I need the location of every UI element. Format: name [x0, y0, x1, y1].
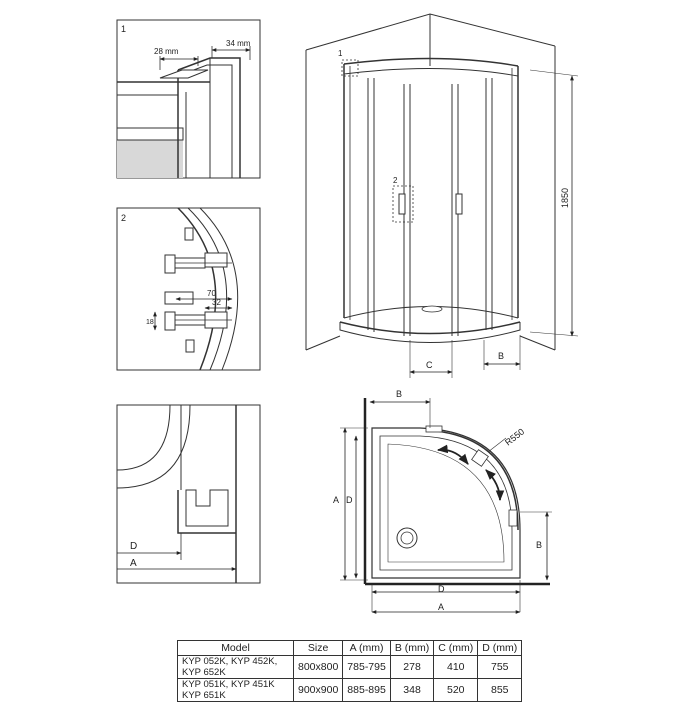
header-size: Size	[294, 641, 343, 656]
row-model: KYP 051K, KYP 451K KYP 651K	[178, 679, 294, 702]
perspective-height-label: 1850	[560, 187, 570, 208]
header-a: A (mm)	[343, 641, 391, 656]
perspective-c-label: C	[426, 360, 433, 370]
detail-3-tray-edge	[117, 405, 260, 583]
table-row	[178, 679, 522, 702]
row-c: 520	[434, 679, 478, 702]
header-d: D (mm)	[478, 641, 522, 656]
plan-b-top-label: B	[396, 389, 403, 399]
perspective-b-label: B	[498, 351, 505, 361]
dimensions-table	[177, 640, 522, 702]
detail-2-dim-32: 32	[212, 298, 221, 307]
detail-1-profile	[117, 20, 260, 178]
header-c: C (mm)	[434, 641, 478, 656]
detail-2-dim-18: 18	[146, 319, 154, 326]
plan-a-left-label: A	[333, 495, 340, 505]
detail-3-a-label: A	[130, 558, 137, 569]
detail-2-wheel-assembly	[117, 208, 260, 370]
detail-3-d-label: D	[130, 541, 138, 552]
table-header-row	[178, 641, 522, 656]
plan-radius-label: R550	[503, 426, 527, 448]
row-size: 900x900	[294, 679, 343, 702]
detail-1-width-label: 28 mm	[154, 47, 179, 56]
row-c: 410	[434, 656, 478, 679]
detail-2-number: 2	[121, 213, 127, 223]
table-row	[178, 656, 522, 679]
header-model: Model	[178, 641, 294, 656]
row-d: 855	[478, 679, 522, 702]
perspective-callout-2: 2	[393, 176, 398, 185]
row-b: 278	[390, 656, 433, 679]
detail-1-depth-label: 34 mm	[226, 39, 251, 48]
plan-d-left-label: D	[346, 495, 353, 505]
detail-2-dim-70: 70	[207, 289, 216, 298]
plan-a-bottom-label: A	[438, 602, 445, 612]
row-d: 755	[478, 656, 522, 679]
row-model: KYP 052K, KYP 452K, KYP 652K	[178, 656, 294, 679]
perspective-callout-1: 1	[338, 49, 343, 58]
plan-b-right-label: B	[536, 540, 543, 550]
plan-d-bottom-label: D	[438, 584, 445, 594]
perspective-enclosure-view	[306, 14, 578, 378]
row-b: 348	[390, 679, 433, 702]
row-a: 885-895	[343, 679, 391, 702]
row-a: 785-795	[343, 656, 391, 679]
header-b: B (mm)	[390, 641, 433, 656]
detail-1-number: 1	[121, 24, 127, 34]
plan-view	[333, 389, 552, 612]
row-size: 800x800	[294, 656, 343, 679]
